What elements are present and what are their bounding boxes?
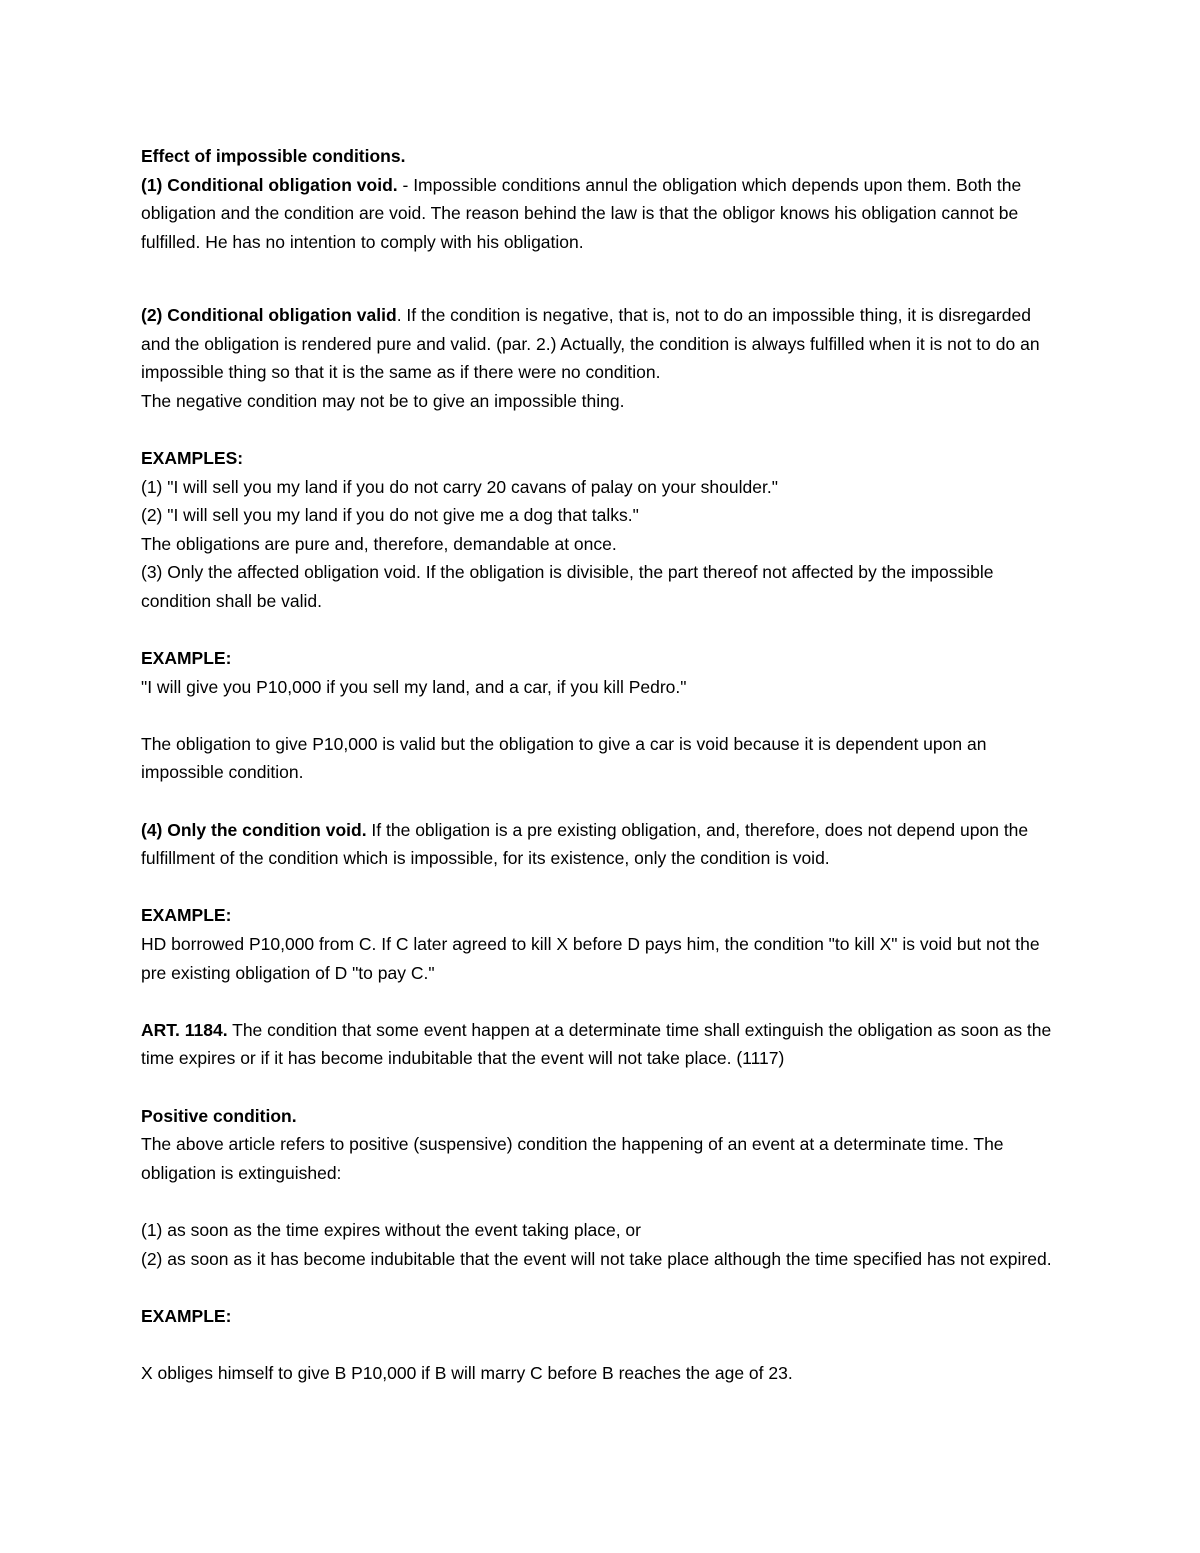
heading-effect-of-impossible-conditions: Effect of impossible conditions. [141,146,406,166]
positive-item-1: (1) as soon as the time expires without the event taking place, or [141,1219,641,1240]
paragraph-only-condition-void [141,816,1061,873]
example-explanation-1: The obligation to give P10,000 is valid but the obligation to give a car is void because it is dependent upon an impossible condition. [141,733,987,783]
item4-text: If the obligation is a pre existing obligation, and, therefore, does not depend upon the fulfillment of the condition which is impossible, for its existence, only the condition is void. [141,819,1029,869]
examples-conclusion: The obligations are pure and, therefore, demandable at once. [141,533,617,554]
art-text: The condition that some event happen at a determinate time shall extinguish the obligation as soon as the time expires or if it has become indubitable that the event will not take place. (1117) [141,1019,1052,1069]
document-page [141,142,1061,1388]
example-marry-before-23: X obliges himself to give B P10,000 if B will marry C before B reaches the age of 23. [141,1362,793,1383]
item1-text: - Impossible conditions annul the obligation which depends upon them. Both the obligation and the condition are void. The reason behind the law is that the obligor knows his obligation cannot be fulfilled. He has no intention to comply with his obligation. [141,174,1022,252]
example-dog-that-talks: (2) "I will sell you my land if you do not give me a dog that talks." [141,505,639,526]
positive-condition-text: The above article refers to positive (suspensive) condition the happening of an event at a determinate time. The obligation is extinguished: [141,1134,1004,1183]
paragraph-only-affected-obligation-void: (3) Only the affected obligation void. If the obligation is divisible, the part thereof not affected by the impossible condition shall be valid. [141,562,994,611]
example-heading-2: EXAMPLE: [141,905,232,926]
paragraph-negative-condition: The negative condition may not be to give an impossible thing. [141,390,625,411]
positive-condition-heading: Positive condition. [141,1105,297,1126]
item4-label: (4) Only the condition void. [141,819,367,840]
example-carry-palay: (1) "I will sell you my land if you do not carry 20 cavans of palay on your shoulder." [141,476,778,497]
art-label: ART. 1184. [141,1019,228,1040]
example-heading-1: EXAMPLE: [141,648,232,669]
item2-text: . If the condition is negative, that is, not to do an impossible thing, it is disregarded and the obligation is rendered pure and valid. (par. 2.) Actually, the condition is always fulfilled when it is not to do an impossible thing so that it is the same as if there were no condition. [141,304,1040,383]
paragraph-conditional-obligation-valid [141,301,1061,387]
item2-label: (2) Conditional obligation valid [141,304,397,325]
article-1184 [141,1016,1061,1073]
examples-heading: EXAMPLES: [141,447,244,468]
item1-label: (1) Conditional obligation void. [141,174,398,195]
example-quote-kill-pedro: "I will give you P10,000 if you sell my land, and a car, if you kill Pedro." [141,676,687,697]
positive-item-2: (2) as soon as it has become indubitable that the event will not take place although the time specified has not expired. [141,1248,1052,1269]
paragraph-conditional-obligation-void [141,171,1061,257]
example-borrowed-p10000: HD borrowed P10,000 from C. If C later agreed to kill X before D pays him, the condition "to kill X" is void but not the pre existing obligation of D "to pay C." [141,934,1040,983]
example-heading-3: EXAMPLE: [141,1305,232,1326]
